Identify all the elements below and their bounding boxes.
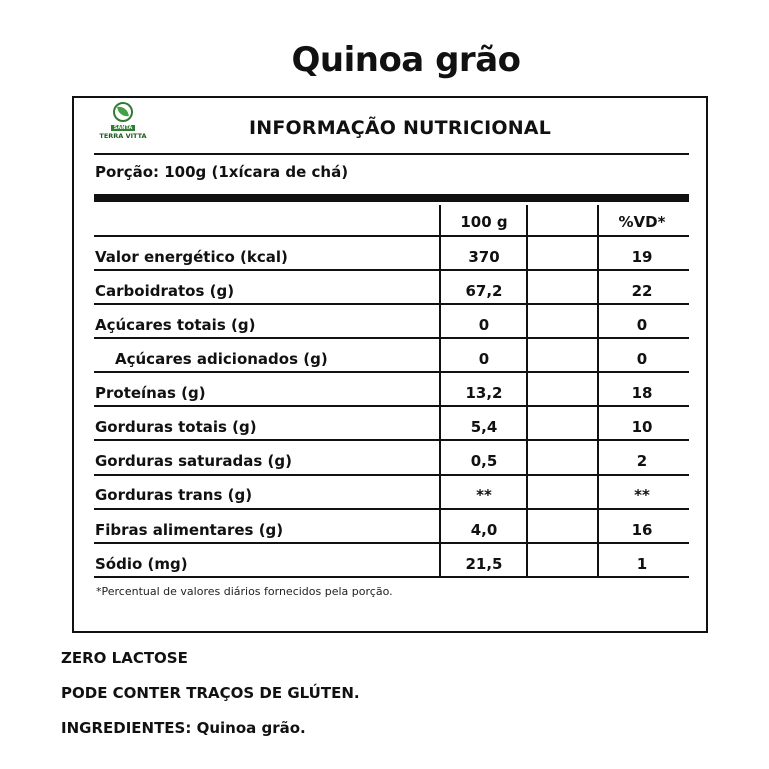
nutrient-label: Carboidratos (g) <box>95 282 235 300</box>
thick-divider <box>94 194 689 202</box>
nutrient-label: Açúcares totais (g) <box>95 316 256 334</box>
row-divider <box>94 405 689 407</box>
nutrient-label: Gorduras saturadas (g) <box>95 452 292 470</box>
nutrient-amount: 4,0 <box>470 521 498 539</box>
column-header-amount: 100 g <box>460 213 508 231</box>
nutrient-amount: 0 <box>478 316 490 334</box>
nutrient-amount: 13,2 <box>465 384 503 402</box>
row-divider <box>94 576 689 578</box>
row-divider <box>94 235 689 237</box>
brand-top-text: SANTA <box>111 125 135 131</box>
nutrient-vd: 10 <box>631 418 653 436</box>
nutrient-vd: 0 <box>636 350 648 368</box>
column-header-vd: %VD* <box>618 213 666 231</box>
nutrient-amount: 0 <box>478 350 490 368</box>
nutrient-vd: 18 <box>631 384 653 402</box>
nutrient-vd: 0 <box>636 316 648 334</box>
gluten-note: PODE CONTER TRAÇOS DE GLÚTEN. <box>61 684 360 702</box>
brand-name: TERRA VITTA <box>99 132 147 140</box>
nutrient-vd: 16 <box>631 521 653 539</box>
row-divider <box>94 269 689 271</box>
nutrient-amount: 21,5 <box>465 555 503 573</box>
nutrient-vd: 2 <box>636 452 648 470</box>
lactose-note: ZERO LACTOSE <box>61 649 188 667</box>
nutrient-vd: 22 <box>631 282 653 300</box>
row-divider <box>94 371 689 373</box>
ingredients-value: Quinoa grão. <box>196 719 306 737</box>
row-divider <box>94 542 689 544</box>
nutrient-label: Valor energético (kcal) <box>95 248 288 266</box>
nutrient-amount: 370 <box>468 248 500 266</box>
row-divider <box>94 474 689 476</box>
nutrient-label: Gorduras trans (g) <box>95 486 253 504</box>
ingredients-label: INGREDIENTES: <box>61 719 192 737</box>
row-divider <box>94 508 689 510</box>
panel-heading: INFORMAÇÃO NUTRICIONAL <box>248 117 552 139</box>
brand-logo <box>99 102 147 144</box>
portion-text: Porção: 100g (1xícara de chá) <box>95 163 349 181</box>
nutrient-amount: ** <box>476 486 492 504</box>
nutrient-amount: 0,5 <box>470 452 498 470</box>
nutrient-label: Fibras alimentares (g) <box>95 521 284 539</box>
ingredients-note <box>61 719 306 737</box>
footnote: *Percentual de valores diários fornecidos pela porção. <box>96 585 393 598</box>
nutrient-vd: 19 <box>631 248 653 266</box>
row-divider <box>94 439 689 441</box>
nutrient-amount: 5,4 <box>470 418 498 436</box>
nutrient-label: Gorduras totais (g) <box>95 418 257 436</box>
nutrient-label: Sódio (mg) <box>95 555 188 573</box>
product-title: Quinoa grão <box>291 40 521 80</box>
divider <box>94 153 689 155</box>
row-divider <box>94 303 689 305</box>
nutrient-amount: 67,2 <box>465 282 503 300</box>
nutrient-label: Açúcares adicionados (g) <box>115 350 328 368</box>
nutrient-label: Proteínas (g) <box>95 384 206 402</box>
nutrient-vd: ** <box>634 486 650 504</box>
row-divider <box>94 337 689 339</box>
nutrient-vd: 1 <box>636 555 648 573</box>
